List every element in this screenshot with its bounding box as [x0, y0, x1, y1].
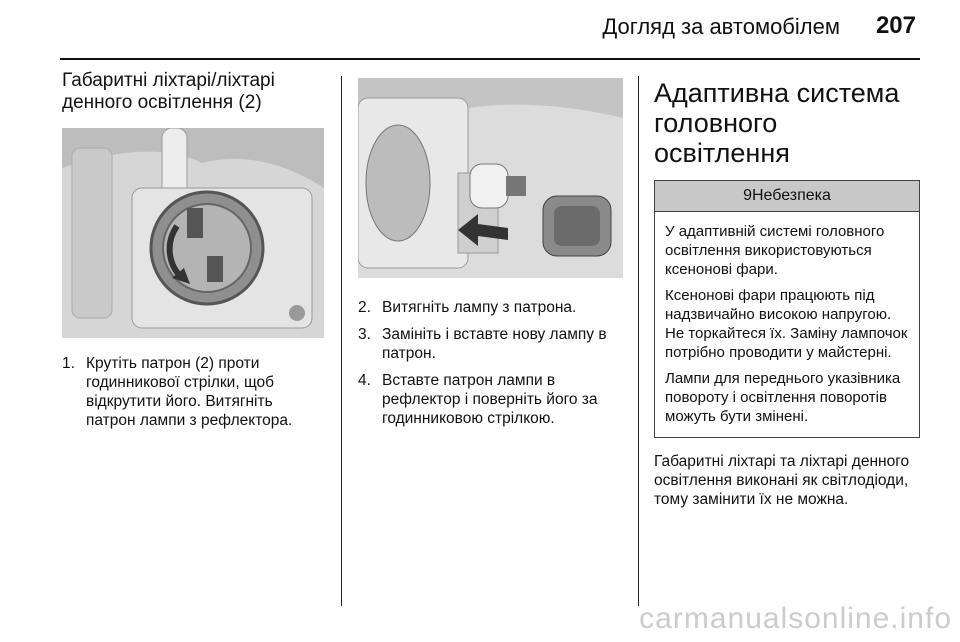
warning-paragraph: Ксенонові фари працюють під надзвичайно високою напругою. Не торкайтеся їх. Заміну лампочок потрібно проводити у майстерні. — [665, 287, 908, 361]
page-number: 207 — [875, 12, 916, 39]
column-2 — [358, 70, 623, 436]
column-1 — [62, 70, 324, 438]
column-divider-2 — [638, 76, 639, 606]
warning-body — [655, 212, 919, 437]
column-3 — [654, 70, 920, 509]
list-item: 1. Крутіть патрон (2) проти годинникової стрілки, щоб відкрутити його. Витягніть патрон лампи з рефлектора. — [62, 355, 293, 429]
bulb-replacement-photo — [358, 78, 623, 278]
list-item: 2. Витягніть лампу з патрона. — [358, 299, 577, 316]
list-item: 4. Вставте патрон лампи в рефлектор і поверніть його за годинниковою стрілкою. — [358, 372, 598, 427]
list-item: 3. Замініть і вставте нову лампу в патрон. — [358, 326, 607, 362]
bulb-holder-illustration — [62, 128, 324, 338]
warning-icon: 9 — [743, 187, 752, 204]
warning-box — [654, 180, 920, 438]
body-paragraph: Габаритні ліхтарі та ліхтарі денного освітлення виконані як світлодіоди, тому замінити їх не можна. — [654, 453, 910, 508]
section-heading-parking-lights: Габаритні ліхтарі/ліхтарі денного освітлення (2) — [62, 70, 275, 113]
warning-header — [655, 181, 919, 212]
warning-paragraph: Лампи для переднього указівника повороту і освітлення поворотів можуть бути змінені. — [665, 370, 901, 425]
section-heading-adaptive-lighting: Адаптивна система головного освітлення — [654, 78, 900, 168]
warning-paragraph: У адаптивній системі головного освітлення використовуються ксенонові фари. — [665, 223, 885, 278]
bulb-holder-photo — [62, 128, 324, 338]
warning-title: Небезпека — [751, 187, 831, 204]
page-header-title: Догляд за автомобілем — [602, 14, 840, 39]
header-rule — [60, 58, 920, 60]
bulb-replacement-illustration — [358, 78, 623, 278]
column-divider-1 — [341, 76, 342, 606]
watermark: carmanualsonline.info — [639, 602, 952, 635]
